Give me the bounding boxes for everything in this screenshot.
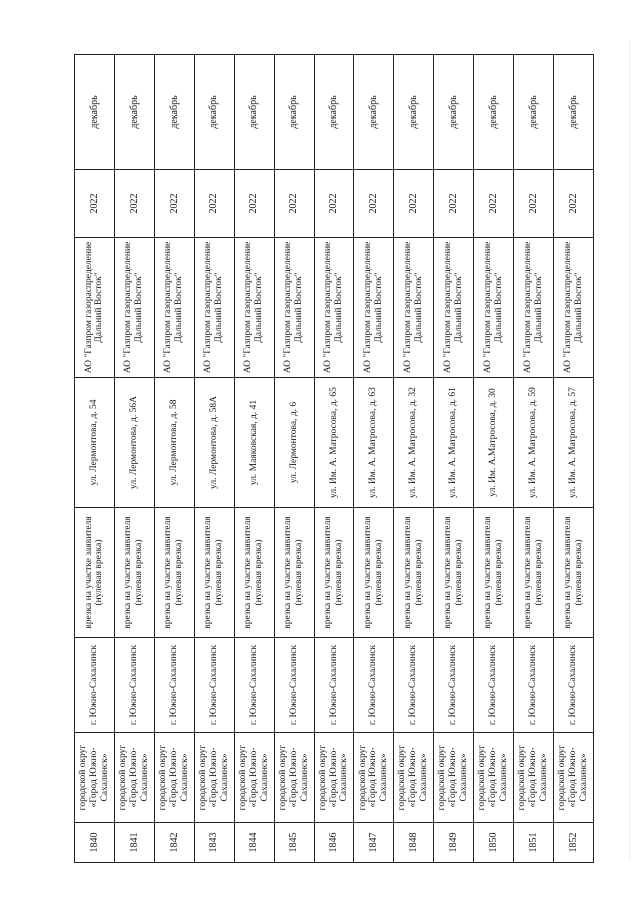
table-row: [354, 55, 394, 863]
settlement-cell: г. Южно-Сахалинск: [274, 638, 314, 733]
row-number: 1842: [154, 823, 194, 863]
row-number: 1850: [474, 823, 514, 863]
scan-edge: [629, 40, 630, 860]
work-type-cell: врезка на участке заявителя (нулевая врезка): [474, 508, 514, 638]
month-cell: декабрь: [354, 55, 394, 170]
settlement-cell: г. Южно-Сахалинск: [554, 638, 594, 733]
district-cell: городской округ «Город Южно-Сахалинск»: [474, 733, 514, 823]
year-cell: 2022: [114, 170, 154, 238]
month-cell: декабрь: [514, 55, 554, 170]
row-number: 1841: [114, 823, 154, 863]
year-cell: 2022: [314, 170, 354, 238]
settlement-cell: г. Южно-Сахалинск: [314, 638, 354, 733]
district-cell: городской округ «Город Южно-Сахалинск»: [75, 733, 115, 823]
organization-cell: АО "Газпром газораспределение Дальний Восток": [354, 238, 394, 378]
organization-cell: АО "Газпром газораспределение Дальний Восток": [554, 238, 594, 378]
work-type-cell: врезка на участке заявителя (нулевая врезка): [234, 508, 274, 638]
month-cell: декабрь: [474, 55, 514, 170]
table-row: [154, 55, 194, 863]
settlement-cell: г. Южно-Сахалинск: [474, 638, 514, 733]
row-number: 1848: [394, 823, 434, 863]
organization-cell: АО "Газпром газораспределение Дальний Восток": [514, 238, 554, 378]
month-cell: декабрь: [434, 55, 474, 170]
work-type-cell: врезка на участке заявителя (нулевая врезка): [194, 508, 234, 638]
organization-cell: АО "Газпром газораспределение Дальний Восток": [114, 238, 154, 378]
work-type-cell: врезка на участке заявителя (нулевая врезка): [394, 508, 434, 638]
row-number: 1849: [434, 823, 474, 863]
district-cell: городской округ «Город Южно-Сахалинск»: [274, 733, 314, 823]
organization-cell: АО "Газпром газораспределение Дальний Восток": [75, 238, 115, 378]
district-cell: городской округ «Город Южно-Сахалинск»: [114, 733, 154, 823]
year-cell: 2022: [394, 170, 434, 238]
row-number: 1843: [194, 823, 234, 863]
district-cell: городской округ «Город Южно-Сахалинск»: [154, 733, 194, 823]
table-row: [75, 55, 115, 863]
district-cell: городской округ «Город Южно-Сахалинск»: [354, 733, 394, 823]
address-cell: ул. Лермонтова, д. 58А: [194, 378, 234, 508]
organization-cell: АО "Газпром газораспределение Дальний Восток": [434, 238, 474, 378]
year-cell: 2022: [514, 170, 554, 238]
district-cell: городской округ «Город Южно-Сахалинск»: [314, 733, 354, 823]
settlement-cell: г. Южно-Сахалинск: [194, 638, 234, 733]
work-type-cell: врезка на участке заявителя (нулевая врезка): [354, 508, 394, 638]
year-cell: 2022: [234, 170, 274, 238]
district-cell: городской округ «Город Южно-Сахалинск»: [194, 733, 234, 823]
address-cell: ул. Им. А. Матросова, д. 57: [554, 378, 594, 508]
address-cell: ул. Лермонтова, д. 6: [274, 378, 314, 508]
work-type-cell: врезка на участке заявителя (нулевая врезка): [154, 508, 194, 638]
address-cell: ул. Лермонтова, д. 56А: [114, 378, 154, 508]
district-cell: городской округ «Город Южно-Сахалинск»: [554, 733, 594, 823]
month-cell: декабрь: [394, 55, 434, 170]
settlement-cell: г. Южно-Сахалинск: [75, 638, 115, 733]
gas-connection-table: [74, 54, 594, 863]
year-cell: 2022: [194, 170, 234, 238]
year-cell: 2022: [154, 170, 194, 238]
year-cell: 2022: [554, 170, 594, 238]
table-row: [514, 55, 554, 863]
table-row: [234, 55, 274, 863]
address-cell: ул. Им. А. Матросова, д. 61: [434, 378, 474, 508]
table-row: [394, 55, 434, 863]
month-cell: декабрь: [114, 55, 154, 170]
row-number: 1845: [274, 823, 314, 863]
address-cell: ул. Лермонтова, д. 54: [75, 378, 115, 508]
settlement-cell: г. Южно-Сахалинск: [114, 638, 154, 733]
rotated-table-wrapper: [74, 55, 594, 863]
work-type-cell: врезка на участке заявителя (нулевая врезка): [274, 508, 314, 638]
row-number: 1852: [554, 823, 594, 863]
row-number: 1847: [354, 823, 394, 863]
settlement-cell: г. Южно-Сахалинск: [514, 638, 554, 733]
work-type-cell: врезка на участке заявителя (нулевая врезка): [314, 508, 354, 638]
address-cell: ул. Маяковская, д. 41: [234, 378, 274, 508]
year-cell: 2022: [75, 170, 115, 238]
month-cell: декабрь: [314, 55, 354, 170]
address-cell: ул. Лермонтова, д. 58: [154, 378, 194, 508]
month-cell: декабрь: [194, 55, 234, 170]
settlement-cell: г. Южно-Сахалинск: [394, 638, 434, 733]
organization-cell: АО "Газпром газораспределение Дальний Восток": [154, 238, 194, 378]
settlement-cell: г. Южно-Сахалинск: [434, 638, 474, 733]
district-cell: городской округ «Город Южно-Сахалинск»: [234, 733, 274, 823]
row-number: 1851: [514, 823, 554, 863]
work-type-cell: врезка на участке заявителя (нулевая врезка): [554, 508, 594, 638]
row-number: 1840: [75, 823, 115, 863]
organization-cell: АО "Газпром газораспределение Дальний Восток": [274, 238, 314, 378]
district-cell: городской округ «Город Южно-Сахалинск»: [434, 733, 474, 823]
table-row: [114, 55, 154, 863]
table-row: [194, 55, 234, 863]
row-number: 1846: [314, 823, 354, 863]
year-cell: 2022: [274, 170, 314, 238]
address-cell: ул. Им. А. Матросова, д. 65: [314, 378, 354, 508]
month-cell: декабрь: [154, 55, 194, 170]
organization-cell: АО "Газпром газораспределение Дальний Восток": [314, 238, 354, 378]
organization-cell: АО "Газпром газораспределение Дальний Восток": [474, 238, 514, 378]
table-row: [474, 55, 514, 863]
table-row: [554, 55, 594, 863]
district-cell: городской округ «Город Южно-Сахалинск»: [394, 733, 434, 823]
month-cell: декабрь: [75, 55, 115, 170]
month-cell: декабрь: [234, 55, 274, 170]
work-type-cell: врезка на участке заявителя (нулевая врезка): [514, 508, 554, 638]
organization-cell: АО "Газпром газораспределение Дальний Восток": [394, 238, 434, 378]
row-number: 1844: [234, 823, 274, 863]
table-row: [314, 55, 354, 863]
settlement-cell: г. Южно-Сахалинск: [234, 638, 274, 733]
year-cell: 2022: [354, 170, 394, 238]
month-cell: декабрь: [274, 55, 314, 170]
address-cell: ул. Им. А. Матросова, д. 32: [394, 378, 434, 508]
table-row: [274, 55, 314, 863]
month-cell: декабрь: [554, 55, 594, 170]
settlement-cell: г. Южно-Сахалинск: [354, 638, 394, 733]
table-body: [75, 55, 594, 863]
address-cell: ул. Им. А. Матросова, д. 59: [514, 378, 554, 508]
district-cell: городской округ «Город Южно-Сахалинск»: [514, 733, 554, 823]
organization-cell: АО "Газпром газораспределение Дальний Восток": [234, 238, 274, 378]
work-type-cell: врезка на участке заявителя (нулевая врезка): [114, 508, 154, 638]
organization-cell: АО "Газпром газораспределение Дальний Восток": [194, 238, 234, 378]
address-cell: ул. Им. А. Матросова, д. 63: [354, 378, 394, 508]
work-type-cell: врезка на участке заявителя (нулевая врезка): [434, 508, 474, 638]
settlement-cell: г. Южно-Сахалинск: [154, 638, 194, 733]
year-cell: 2022: [434, 170, 474, 238]
table-row: [434, 55, 474, 863]
year-cell: 2022: [474, 170, 514, 238]
work-type-cell: врезка на участке заявителя (нулевая врезка): [75, 508, 115, 638]
address-cell: ул. Им. А.Матросова, д. 30: [474, 378, 514, 508]
